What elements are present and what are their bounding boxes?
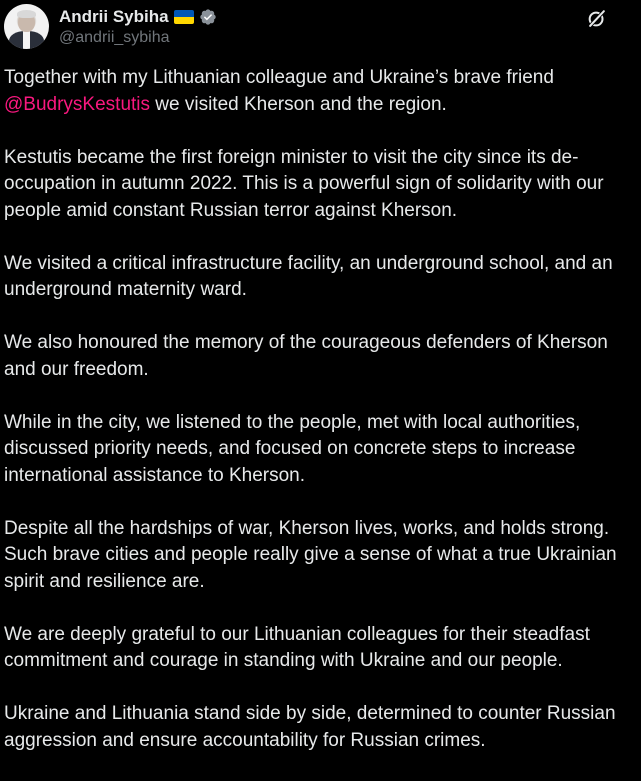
mention-link[interactable]: @BudrysKestutis <box>4 93 151 115</box>
name-row <box>59 6 217 28</box>
post-paragraph-5: While in the city, we listened to the people, met with local authorities, discussed priority needs, and focused on concrete steps to increase international assistance to Kherson. <box>4 411 581 486</box>
post-header <box>4 4 636 52</box>
avatar[interactable] <box>4 4 49 49</box>
post-paragraph-1 <box>4 65 638 118</box>
post-paragraph-1-start: Together with my Lithuanian colleague and Ukraine’s brave friend <box>4 67 554 88</box>
avatar-hair <box>17 10 36 18</box>
post-paragraph-8: Ukraine and Lithuania stand side by side, determined to counter Russian aggression and ensure accountability for Russian crimes. <box>4 703 616 751</box>
post-paragraph-4: We also honoured the memory of the courageous defenders of Kherson and our freedom. <box>4 332 608 380</box>
author-display-name[interactable]: Andrii Sybiha <box>59 7 169 26</box>
post-paragraph-6: Despite all the hardships of war, Kherson lives, works, and holds strong. Such brave cities and people really give a sense of what a true Ukrainian spirit and resilience are. <box>4 517 617 592</box>
post-paragraph-2: Kestutis became the first foreign minister to visit the city since its de-occupation in autumn 2022. This is a powerful sign of solidarity with our people amid constant Russian terror against Kherson. <box>4 146 604 221</box>
post-paragraph-1-end: we visited Kherson and the region. <box>150 93 447 115</box>
author-handle[interactable]: @andrii_sybiha <box>59 29 170 46</box>
post-text <box>4 65 638 781</box>
grok-icon[interactable] <box>586 8 608 30</box>
avatar-shirt <box>23 31 30 49</box>
verified-badge-icon <box>199 8 217 26</box>
post-paragraph-7: We are deeply grateful to our Lithuanian colleagues for their steadfast commitment and courage in standing with Ukraine and our people. <box>4 623 590 671</box>
post-paragraph-3: We visited a critical infrastructure facility, an underground school, and an underground maternity ward. <box>4 252 613 300</box>
ukraine-flag-icon <box>174 10 194 24</box>
